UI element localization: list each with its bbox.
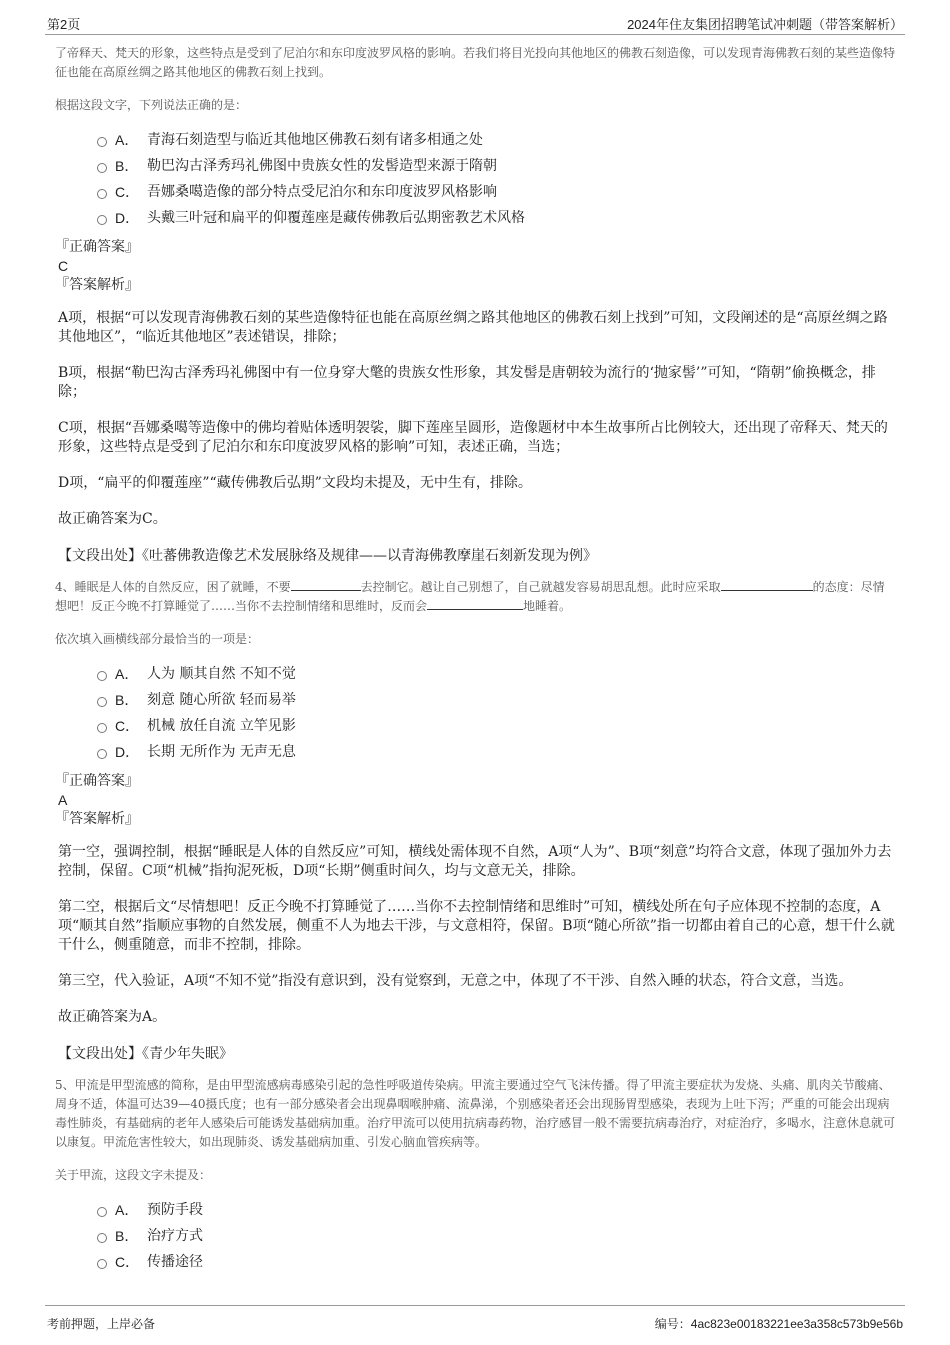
radio-icon[interactable] bbox=[97, 189, 107, 199]
radio-icon[interactable] bbox=[97, 723, 107, 733]
blank-1 bbox=[291, 578, 361, 591]
q3-option-b[interactable]: B． 勒巴沟古泽秀玛礼佛图中贵族女性的发髻造型来源于隋朝 bbox=[97, 153, 895, 179]
q3-options bbox=[97, 127, 895, 231]
q4-answer-value: A bbox=[58, 792, 68, 808]
q4-analysis-blank2: 第二空，根据后文“尽情想吧！反正今晚不打算睡觉了……当你不去控制情绪和思维时”可知，横线处所在句子应体现不控制的态度，A项“顺其自然”指顺应事物的自然发展，侧重不人为地去干涉，与文意相符，保留。B项“随心所欲”指一切都由着自己的心意，想干什么就干什么，侧重随意，而非不控制，排除。 bbox=[58, 899, 895, 953]
q3-analysis-c: C项，根据“吾娜桑噶等造像中的佛均着贴体透明袈裟，脚下莲座呈圆形，造像题材中本生故事所占比例较大，还出现了帝释天、梵天的形象，这些特点是受到了尼泊尔和东印度波罗风格的影响”可知，表述正确，当选； bbox=[58, 420, 888, 455]
q3-source: 【文段出处】《吐蕃佛教造像艺术发展脉络及规律——以青海佛教摩崖石刻新发现为例》 bbox=[58, 548, 597, 564]
document-body bbox=[55, 44, 895, 1281]
radio-icon[interactable] bbox=[97, 1259, 107, 1269]
radio-icon[interactable] bbox=[97, 215, 107, 225]
blank-3 bbox=[427, 597, 523, 610]
q4-option-d[interactable]: D． 长期 无所作为 无声无息 bbox=[97, 739, 895, 765]
q4-conclusion: 故正确答案为A。 bbox=[58, 1009, 167, 1025]
q3-option-c[interactable]: C． 吾娜桑噶造像的部分特点受尼泊尔和东印度波罗风格影响 bbox=[97, 179, 895, 205]
q3-option-a[interactable]: A． 青海石刻造型与临近其他地区佛教石刻有诸多相通之处 bbox=[97, 127, 895, 153]
q3-answer-value: C bbox=[58, 258, 69, 274]
q5-option-a[interactable]: A． 预防手段 bbox=[97, 1197, 895, 1223]
page-footer bbox=[45, 1305, 905, 1336]
q3-analysis-label: 『答案解析』 bbox=[55, 277, 139, 293]
q3-conclusion: 故正确答案为C。 bbox=[58, 511, 167, 527]
radio-icon[interactable] bbox=[97, 163, 107, 173]
page-header bbox=[45, 10, 905, 35]
q4-option-a[interactable]: A． 人为 顺其自然 不知不觉 bbox=[97, 661, 895, 687]
q5-option-c[interactable]: C． 传播途径 bbox=[97, 1249, 895, 1275]
q4-options bbox=[97, 661, 895, 765]
document-title: 2024年住友集团招聘笔试冲刺题（带答案解析） bbox=[627, 17, 903, 32]
q3-answer-label: 『正确答案』 bbox=[55, 239, 139, 255]
q3-analysis-a: A项，根据“可以发现青海佛教石刻的某些造像特征也能在高原丝绸之路其他地区的佛教石刻上找到”可知，文段阐述的是“高原丝绸之路其他地区”，“临近其他地区”表述错误，排除； bbox=[58, 310, 888, 345]
q5-options bbox=[97, 1197, 895, 1275]
q5-prompt: 关于甲流，这段文字未提及： bbox=[55, 1168, 212, 1182]
q4-option-b[interactable]: B． 刻意 随心所欲 轻而易举 bbox=[97, 687, 895, 713]
q3-prompt: 根据这段文字，下列说法正确的是： bbox=[55, 98, 248, 112]
q4-stem: 4、睡眠是人体的自然反应，困了就睡，不要 去控制它。越让自己别想了，自己就越发容易胡思乱想。此时应采取 的态度：尽情想吧！反正今晚不打算睡觉了……当你不去控制情绪和思维时，反而会 地睡着。 bbox=[55, 580, 885, 613]
radio-icon[interactable] bbox=[97, 671, 107, 681]
footer-motto: 考前押题，上岸必备 bbox=[47, 1317, 156, 1331]
radio-icon[interactable] bbox=[97, 697, 107, 707]
q5-stem: 5、甲流是甲型流感的简称，是由甲型流感病毒感染引起的急性呼吸道传染病。甲流主要通过空气飞沫传播。得了甲流主要症状为发烧、头痛、肌肉关节酸痛、周身不适，体温可达39—40摄氏度；也有一部分感染者会出现鼻咽喉肿痛、流鼻涕，个别感染者还会出现肠胃型感染，表现为上吐下泻；严重的可能会出现病毒性肺炎，有基础病的老年人感染后可能诱发基础病加重。治疗甲流可以使用抗病毒药物，治疗感冒一般不需要抗病毒治疗，对症治疗，多喝水，注意休息就可以康复。甲流危害性较大，如出现肺炎、诱发基础病加重、引发心脑血管疾病等。 bbox=[55, 1078, 896, 1149]
q4-answer-label: 『正确答案』 bbox=[55, 773, 139, 789]
q5-option-b[interactable]: B． 治疗方式 bbox=[97, 1223, 895, 1249]
radio-icon[interactable] bbox=[97, 1233, 107, 1243]
radio-icon[interactable] bbox=[97, 749, 107, 759]
radio-icon[interactable] bbox=[97, 137, 107, 147]
q4-analysis-blank1: 第一空，强调控制，根据“睡眠是人体的自然反应”可知，横线处需体现不自然，A项“人为”、B项“刻意”均符合文意，体现了强加外力去控制，保留。C项“机械”指拘泥死板，D项“长期”侧重时间久，均与文意无关，排除。 bbox=[58, 844, 892, 879]
page-number: 第2页 bbox=[47, 17, 81, 32]
q3-passage-tail: 了帝释天、梵天的形象，这些特点是受到了尼泊尔和东印度波罗风格的影响。若我们将目光投向其他地区的佛教石刻造像，可以发现青海佛教石刻的某些造像特征也能在高原丝绸之路其他地区的佛教石刻上找到。 bbox=[55, 46, 896, 79]
q3-analysis-b: B项，根据“勒巴沟古泽秀玛礼佛图中有一位身穿大氅的贵族女性形象，其发髻是唐朝较为流行的‘抛家髻’”可知，“隋朝”偷换概念，排除； bbox=[58, 365, 876, 400]
document-code: 编号：4ac823e00183221ee3a358c573b9e56b bbox=[654, 1317, 903, 1331]
q4-analysis-label: 『答案解析』 bbox=[55, 811, 139, 827]
q3-option-d[interactable]: D． 头戴三叶冠和扁平的仰覆莲座是藏传佛教后弘期密教艺术风格 bbox=[97, 205, 895, 231]
blank-2 bbox=[721, 578, 813, 591]
q4-option-c[interactable]: C． 机械 放任自流 立竿见影 bbox=[97, 713, 895, 739]
q3-analysis-d: D项，“扁平的仰覆莲座”“藏传佛教后弘期”文段均未提及，无中生有，排除。 bbox=[58, 475, 532, 491]
q4-source: 【文段出处】《青少年失眠》 bbox=[58, 1046, 233, 1062]
q4-analysis-blank3: 第三空，代入验证，A项“不知不觉”指没有意识到，没有觉察到，无意之中，体现了不干涉、自然入睡的状态，符合文意，当选。 bbox=[58, 973, 853, 989]
radio-icon[interactable] bbox=[97, 1207, 107, 1217]
q4-prompt: 依次填入画横线部分最恰当的一项是： bbox=[55, 632, 260, 646]
